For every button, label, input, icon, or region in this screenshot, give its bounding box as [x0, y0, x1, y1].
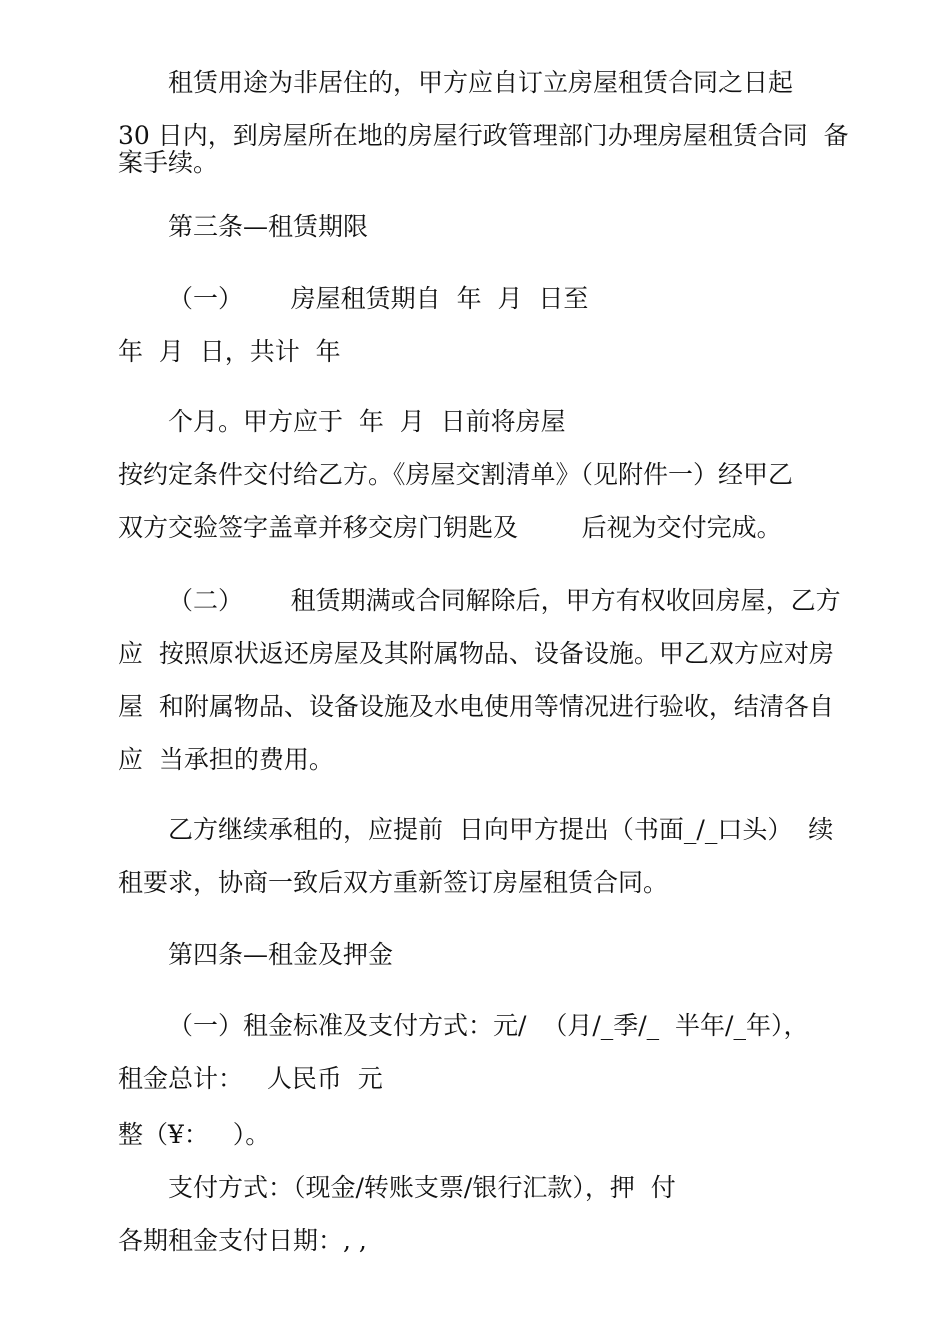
text-line: 案手续。: [118, 148, 219, 177]
text-line: 租金总计： 人民币 元: [118, 1064, 383, 1093]
section-heading: 第四条—租金及押金: [168, 940, 394, 969]
text-line: 支付方式：（现金/转账支票/银行汇款），押 付: [168, 1173, 676, 1202]
text-line: 乙方继续承租的，应提前 日向甲方提出（书面_/_口头） 续: [168, 815, 834, 844]
text-line: 租要求，协商一致后双方重新签订房屋租赁合同。: [118, 868, 669, 897]
text-line: （二） 租赁期满或合同解除后，甲方有权收回房屋，乙方: [168, 586, 841, 615]
text-line: 按约定条件交付给乙方。《房屋交割清单》（见附件一）经甲乙: [118, 460, 794, 489]
text-line: （一） 房屋租赁期自 年 月 日至: [168, 284, 589, 313]
text-line: 应 按照原状返还房屋及其附属物品、设备设施。甲乙双方应对房: [118, 639, 834, 668]
text-line: 30 日内，到房屋所在地的房屋行政管理部门办理房屋租赁合同 备: [118, 121, 849, 150]
text-line: 屋 和附属物品、设备设施及水电使用等情况进行验收，结清各自: [118, 692, 834, 721]
text-line: 个月。甲方应于 年 月 日前将房屋: [168, 407, 566, 436]
text-line: （一）租金标准及支付方式：元/ （月/_季/_ 半年/_年），: [168, 1011, 809, 1040]
section-heading: 第三条—租赁期限: [168, 212, 369, 241]
text-line: 双方交验签字盖章并移交房门钥匙及 后视为交付完成。: [118, 513, 782, 542]
text-line: 整（¥： ）。: [118, 1120, 271, 1149]
text-line: 应 当承担的费用。: [118, 745, 334, 774]
text-line: 租赁用途为非居住的，甲方应自订立房屋租赁合同之日起: [168, 68, 794, 97]
text-line: 年 月 日，共计 年: [118, 337, 341, 366]
text-line: 各期租金支付日期：, ,: [118, 1226, 367, 1255]
